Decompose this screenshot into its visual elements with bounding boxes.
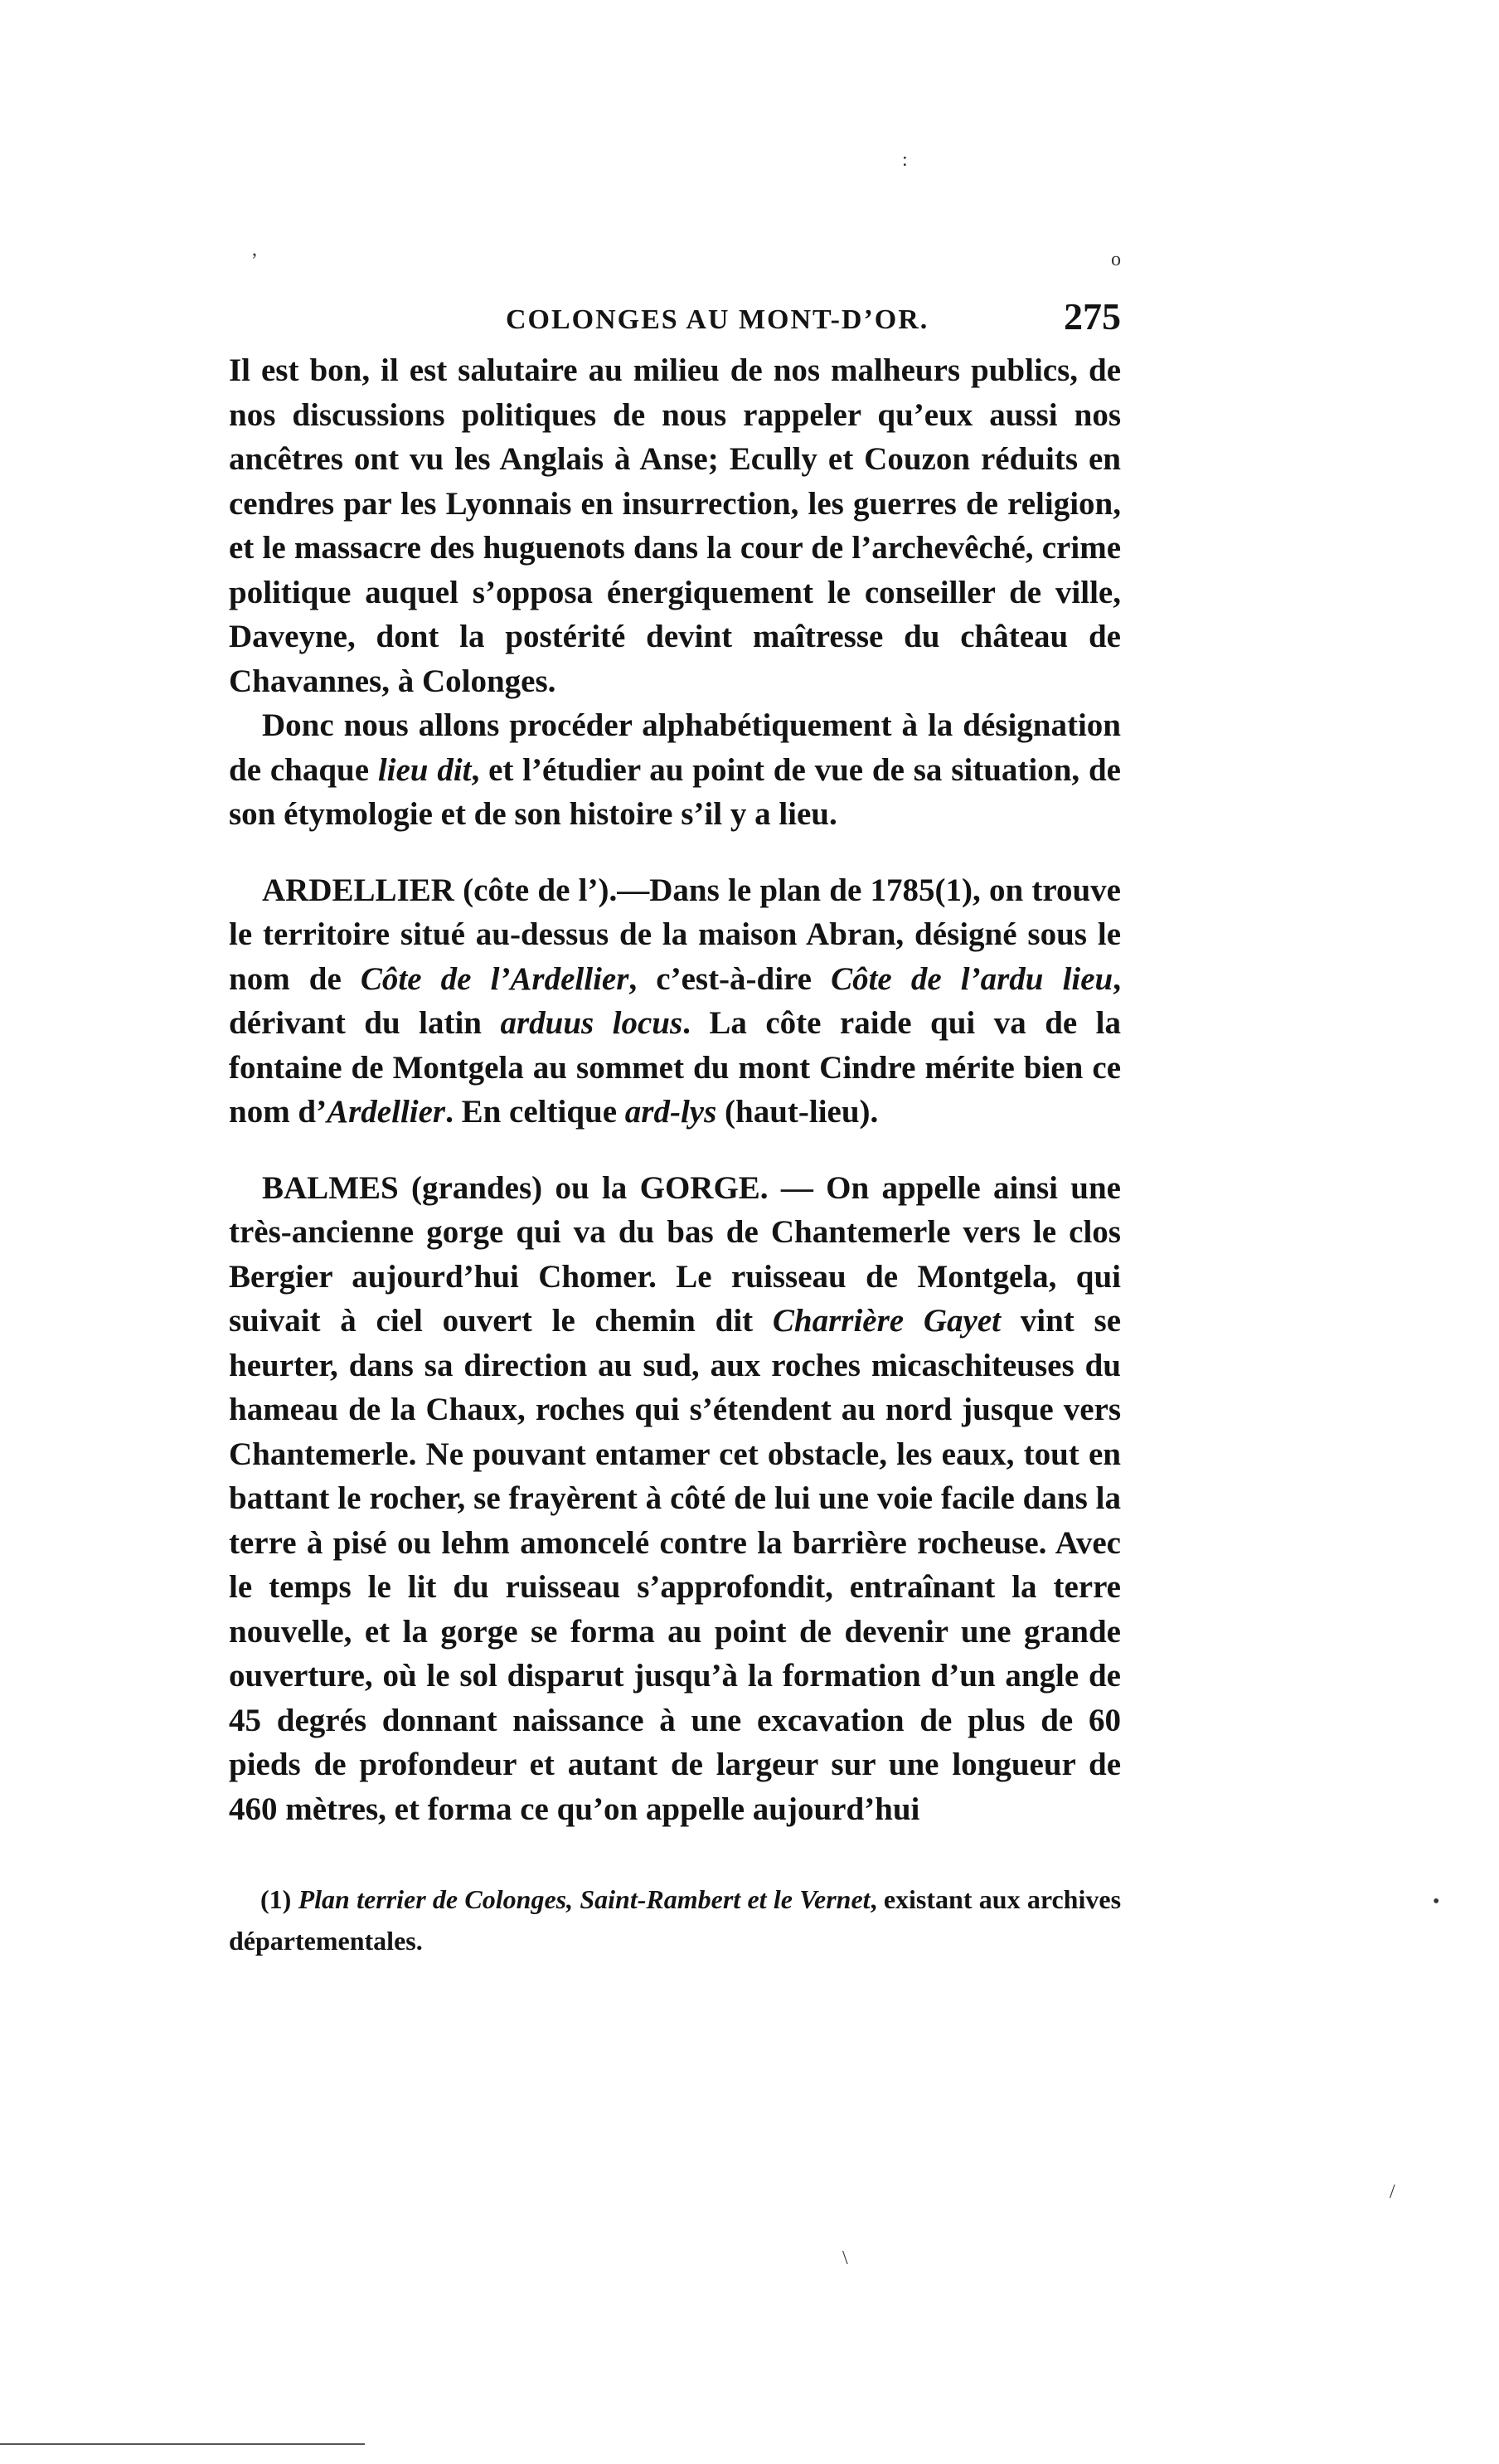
scan-speck: ,	[252, 239, 257, 260]
italic-term: lieu dit	[377, 751, 472, 788]
text-segment: BALMES (grandes) ou la GORGE. — On appelle ainsi une très-ancienne gorge qui va du bas de Chantemerle vers le clos Bergier aujourd’hui Chomer. Le ruisseau de Montgela, qui suivait à ciel ouvert le chemin dit	[229, 1169, 1121, 1339]
scan-speck: :	[902, 149, 908, 171]
text-segment: , c’est-à-dire	[628, 960, 832, 997]
paragraph-intro: Il est bon, il est salutaire au milieu de nos malheurs publics, de nos discussions politiques de nous rappeler qu’eux aussi nos ancêtres ont vu les Anglais à Anse; Ecully et Couzon réduits en cendres par les Lyonnais en insurrection, les guerres de religion, et le massacre des huguenots dans la cour de l’archevêché, crime politique auquel s’opposa énergiquement le conseiller de ville, Daveyne, dont la postérité devint maîtresse du château de Chavannes, à Colonges.	[229, 352, 1121, 699]
entry-ardellier	[229, 868, 1121, 1135]
scan-edge-line	[0, 2443, 365, 2445]
text-segment: Donc nous allons procéder alphabétiquement à la désignation de chaque	[229, 707, 1121, 788]
body-text	[229, 348, 1121, 1831]
text-segment: , et l’étudier au point de vue de sa situation, de son étymologie et de son histoire s’il y a lieu.	[229, 751, 1121, 832]
text-segment: . En celtique	[445, 1094, 625, 1130]
footnote-text	[229, 1878, 1121, 1961]
entry-balmes	[229, 1166, 1121, 1832]
paragraph-gap	[229, 1135, 1121, 1166]
footnote-marker: (1)	[260, 1884, 298, 1914]
scan-speck: \	[842, 2248, 848, 2269]
italic-term: Côte de l’ardu lieu	[831, 960, 1113, 997]
footnote-title: Plan terrier de Colonges, Saint-Rambert et le Vernet	[298, 1884, 871, 1914]
paragraph-gap	[229, 837, 1121, 868]
italic-term: Côte de l’Ardellier	[360, 960, 629, 997]
scan-speck: /	[1390, 2181, 1395, 2203]
text-segment: vint se heurter, dans sa direction au sud, aux roches micaschiteuses du hameau de la Chaux, roches qui s’étendent au nord jusque vers Chantemerle. Ne pouvant entamer cet obstacle, les eaux, tout en battant le rocher, se frayèrent à côté de lui une voie facile dans la terre à pisé ou lehm amoncelé contre la barrière rocheuse. Avec le temps le lit du ruisseau s’approfondit, entraînant la terre nouvelle, et la gorge se forma au point de devenir une grande ouverture, où le sol disparut jusqu’à la formation d’un angle de 45 degrés donnant naissance à une excavation de plus de 60 pieds de profondeur et autant de largeur sur une longueur de 460 mètres, et forma ce qu’on appelle aujourd’hui	[229, 1303, 1121, 1827]
italic-term: Ardellier	[327, 1094, 446, 1130]
text-segment: , dérivant du latin	[229, 960, 1121, 1041]
footnote-rest: , existant aux archives départementales.	[229, 1884, 1122, 1956]
page-number: 275	[1064, 295, 1121, 338]
running-title: COLONGES AU MONT-D’OR.	[506, 304, 929, 335]
italic-term: arduus locus	[500, 1005, 683, 1041]
text-segment: . La côte raide qui va de la fontaine de Montgela au sommet du mont Cindre mérite bien ce nom d’	[229, 1005, 1121, 1130]
footnote	[229, 1878, 1121, 1961]
scan-speck: o	[1111, 249, 1121, 270]
text-segment: (haut-lieu).	[716, 1094, 879, 1130]
italic-term: Charrière Gayet	[772, 1303, 1001, 1339]
paragraph-method	[229, 703, 1121, 837]
page-header	[229, 294, 1121, 344]
italic-term: ard-lys	[624, 1094, 717, 1130]
text-segment: ARDELLIER (côte de l’).—Dans le plan de 1785(1), on trouve le territoire situé au-dessus de la maison Abran, désigné sous le nom de	[229, 872, 1121, 997]
scan-speck: •	[1433, 1891, 1440, 1912]
